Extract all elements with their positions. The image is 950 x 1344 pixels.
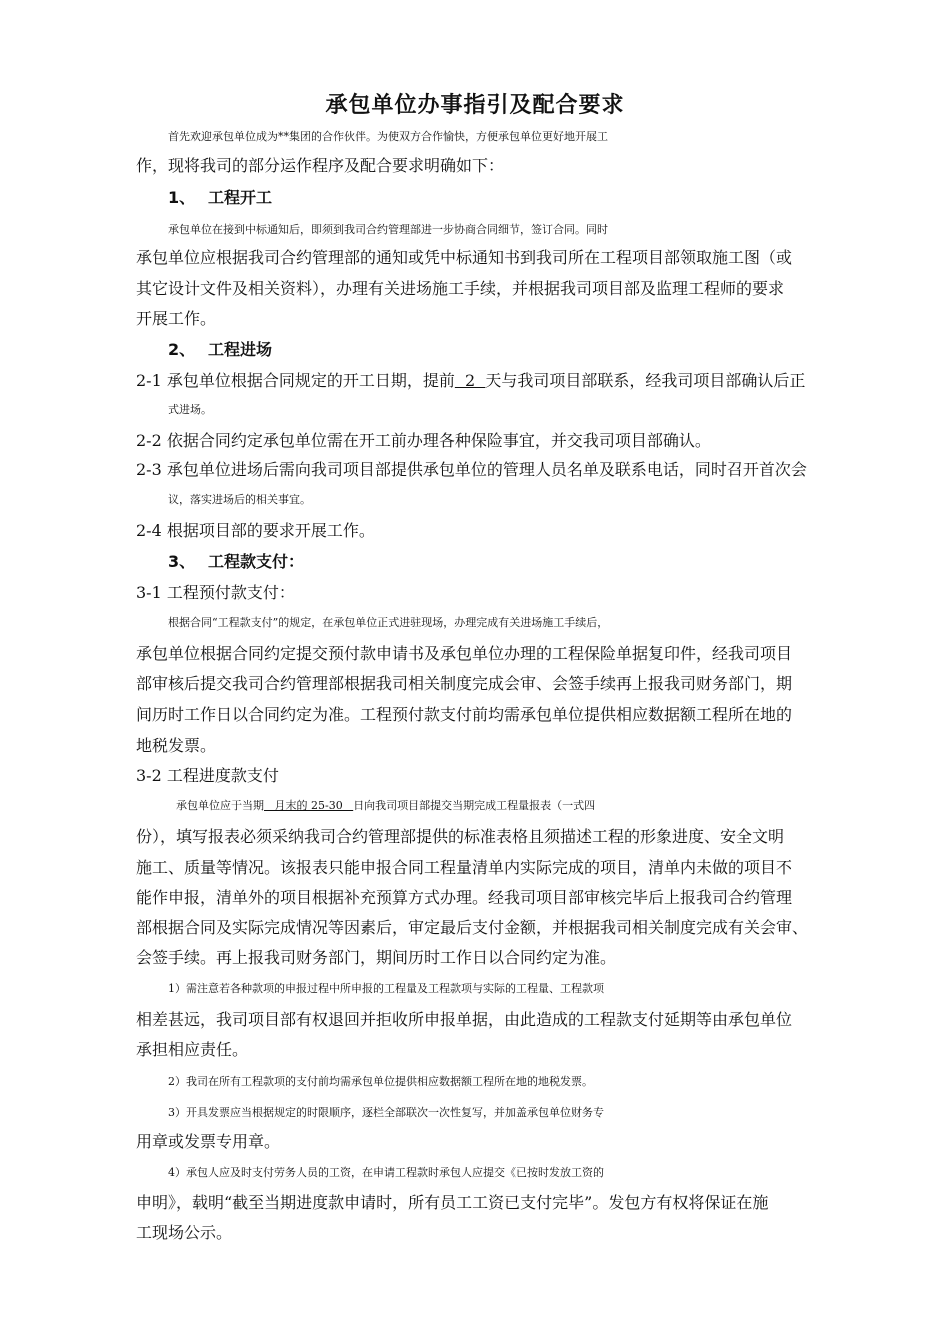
subsection-3-1-line-4: 间历时工作日以合同约定为准。工程预付款支付前均需承包单位提供相应数据额工程所在地的 bbox=[136, 705, 793, 724]
note-2: 2）我司在所有工程款项的支付前均需承包单位提供相应数据额工程所在地的地税发票。 bbox=[168, 1075, 593, 1088]
section-1-line-1: 承包单位在接到中标通知后，即须到我司合约管理部进一步协商合同细节，签订合同。同时 bbox=[168, 223, 608, 236]
section-2-heading bbox=[168, 339, 272, 361]
item-2-2: 2-2 依据合同约定承包单位需在开工前办理各种保险事宜，并交我司项目部确认。 bbox=[136, 431, 711, 450]
subsection-3-2-line-1-pre: 承包单位应于当期 bbox=[176, 799, 264, 812]
item-2-3: 2-3 承包单位进场后需向我司项目部提供承包单位的管理人员名单及联系电话，同时召开首次会 bbox=[136, 460, 807, 479]
section-1-line-2: 承包单位应根据我司合约管理部的通知或凭中标通知书到我司所在工程项目部领取施工图（或 bbox=[136, 248, 793, 267]
subsection-3-2-line-4: 能作申报，清单外的项目根据补充预算方式办理。经我司项目部审核完毕后上报我司合约管理 bbox=[136, 888, 793, 907]
note-4-line-2: 申明》，载明“截至当期进度款申请时，所有员工工资已支付完毕”。发包方有权将保证在施 bbox=[136, 1193, 769, 1212]
section-2-number: 2、 bbox=[168, 340, 196, 359]
item-2-1-continued: 式进场。 bbox=[168, 403, 212, 416]
note-4-line-1: 4）承包人应及时支付劳务人员的工资，在申请工程款时承包人应提交《已按时发放工资的 bbox=[168, 1166, 604, 1179]
section-1-line-3: 其它设计文件及相关资料），办理有关进场施工手续，并根据我司项目部及监理工程师的要求 bbox=[136, 279, 785, 298]
note-1-line-2: 相差甚远，我司项目部有权退回并拒收所申报单据，由此造成的工程款支付延期等由承包单位 bbox=[136, 1010, 793, 1029]
subsection-3-2-line-1-post: 日向我司项目部提交当期完成工程量报表（一式四 bbox=[353, 799, 596, 812]
note-1-line-3: 承担相应责任。 bbox=[136, 1040, 249, 1059]
subsection-3-2-line-6: 会签手续。再上报我司财务部门，期间历时工作日以合同约定为准。 bbox=[136, 948, 617, 967]
subsection-3-1-line-1: 根据合同“工程款支付”的规定，在承包单位正式进驻现场，办理完成有关进场施工手续后， bbox=[168, 616, 609, 629]
subsection-3-1-line-5: 地税发票。 bbox=[136, 736, 217, 755]
advance-days-blank: 2 bbox=[454, 371, 486, 390]
item-2-1-pre: 2-1 承包单位根据合同规定的开工日期，提前 bbox=[136, 371, 455, 390]
item-2-1-post: 天与我司项目部联系，经我司项目部确认后正 bbox=[485, 371, 806, 390]
section-1-title: 工程开工 bbox=[208, 188, 273, 207]
section-3-number: 3、 bbox=[168, 552, 196, 571]
note-3-line-2: 用章或发票专用章。 bbox=[136, 1132, 281, 1151]
section-3-title: 工程款支付： bbox=[208, 552, 305, 571]
subsection-3-2-line-2: 份），填写报表必须采纳我司合约管理部提供的标准表格且须描述工程的形象进度、安全文明 bbox=[136, 827, 785, 846]
subsection-3-2-line-1 bbox=[176, 795, 876, 817]
subsection-3-2-title: 3-2 工程进度款支付 bbox=[136, 766, 279, 785]
subsection-3-1-title: 3-1 工程预付款支付： bbox=[136, 583, 295, 602]
section-1-line-4: 开展工作。 bbox=[136, 309, 217, 328]
intro-line-1: 首先欢迎承包单位成为**集团的合作伙伴。为使双方合作愉快，方便承包单位更好地开展工 bbox=[168, 130, 608, 143]
item-2-1 bbox=[136, 370, 836, 392]
item-2-3-continued: 议，落实进场后的相关事宜。 bbox=[168, 493, 311, 506]
intro-line-2: 作，现将我司的部分运作程序及配合要求明确如下： bbox=[136, 156, 505, 175]
subsection-3-1-line-3: 部审核后提交我司合约管理部根据我司相关制度完成会审、会签手续再上报我司财务部门，期 bbox=[136, 674, 793, 693]
subsection-3-2-line-3: 施工、质量等情况。该报表只能申报合同工程量清单内实际完成的项目，清单内未做的项目不 bbox=[136, 858, 793, 877]
note-4-line-3: 工现场公示。 bbox=[136, 1223, 233, 1242]
note-1-line-1: 1）需注意若各种款项的申报过程中所申报的工程量及工程款项与实际的工程量、工程款项 bbox=[168, 982, 604, 995]
note-3-line-1: 3）开具发票应当根据规定的时限顺序，逐栏全部联次一次性复写，并加盖承包单位财务专 bbox=[168, 1106, 604, 1119]
report-date-blank: 月末的 25-30 bbox=[264, 799, 354, 812]
section-1-number: 1、 bbox=[168, 188, 196, 207]
section-1-heading bbox=[168, 187, 272, 209]
section-3-heading bbox=[168, 551, 304, 573]
subsection-3-1-line-2: 承包单位根据合同约定提交预付款申请书及承包单位办理的工程保险单据复印件，经我司项目 bbox=[136, 644, 793, 663]
item-2-4: 2-4 根据项目部的要求开展工作。 bbox=[136, 521, 375, 540]
section-2-title: 工程进场 bbox=[208, 340, 273, 359]
subsection-3-2-line-5: 部根据合同及实际完成情况等因素后，审定最后支付金额，并根据我司相关制度完成有关会审、 bbox=[136, 918, 809, 937]
document-title: 承包单位办事指引及配合要求 bbox=[325, 93, 625, 118]
